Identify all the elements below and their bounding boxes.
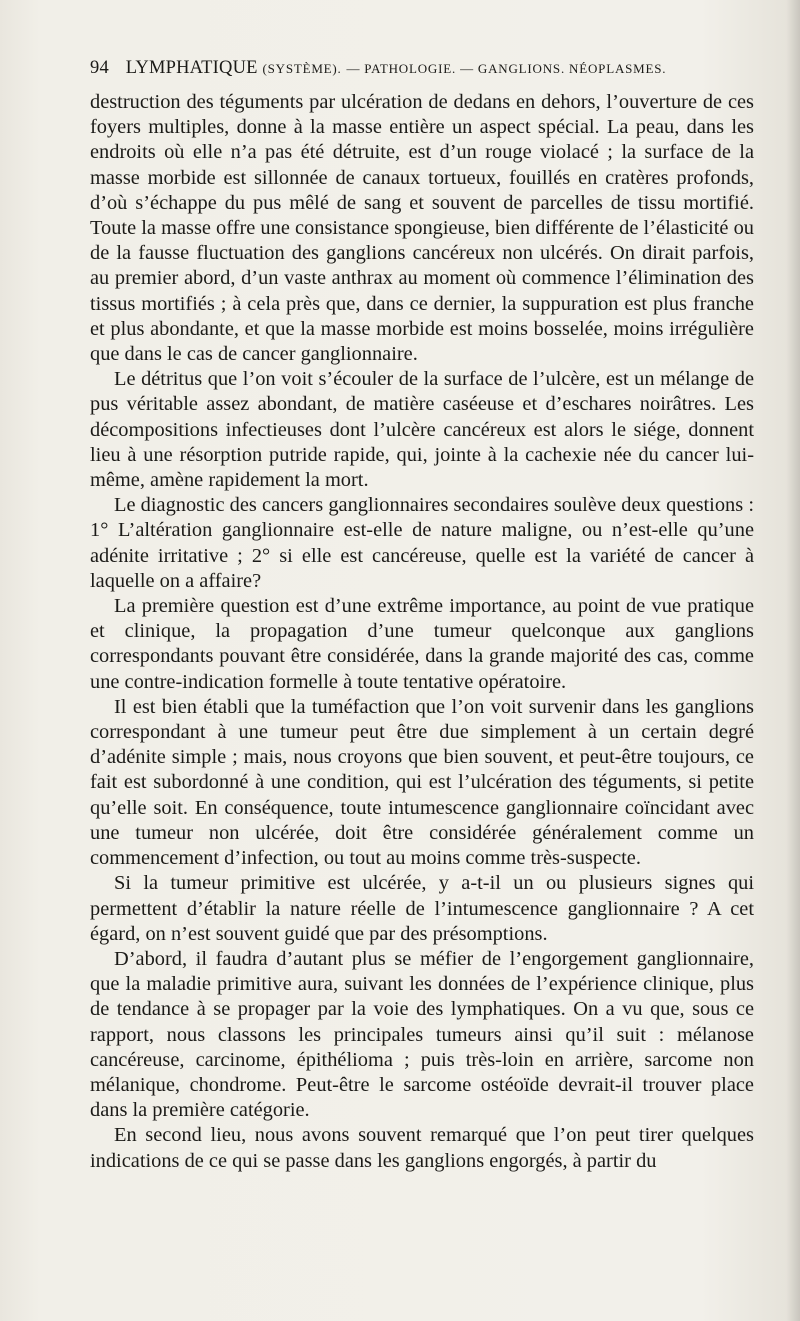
paragraph: Le diagnostic des cancers ganglionnaires secondaires soulève deux questions : 1° L’altération ganglionnaire est-elle de nature maligne, ou n’est-elle qu’une adénite irritative ; 2° si elle est cancéreuse, quelle est la variété de cancer à laquelle on a affaire? (90, 494, 754, 592)
paragraph: La première question est d’une extrême importance, au point de vue pratique et clinique, la propagation d’une tumeur quelconque aux ganglions correspondants pouvant être considérée, dans la grande majorité des cas, comme une contre-indication formelle à toute tentative opératoire. (90, 595, 754, 693)
page-number: 94 (90, 58, 109, 78)
paragraph: Il est bien établi que la tuméfaction que l’on voit survenir dans les ganglions correspondant à une tumeur peut être due simplement à un certain degré d’adénite simple ; mais, nous croyons que bien souvent, et peut-être toujours, ce fait est subordonné à une condition, qui est l’ulcération des téguments, si petite qu’elle soit. En conséquence, toute intumescence ganglionnaire coïncidant avec une tumeur non ulcérée, doit être considérée généralement comme un commencement d’infection, ou tout au moins comme très-suspecte. (90, 695, 754, 870)
header-section: — PATHOLOGIE. — GANGLIONS. NÉOPLASMES. (346, 61, 667, 76)
paragraph: D’abord, il faudra d’autant plus se méfier de l’engorgement ganglionnaire, que la maladie primitive aura, suivant les données de l’expérience clinique, plus de tendance à se propager par la voie des lymphatiques. On a vu que, sous ce rapport, nous classons les principales tumeurs ainsi qu’il suit : mélanose cancéreuse, carcinome, épithélioma ; puis très-loin en arrière, sarcome non mélanique, chondrome. Peut-être le sarcome ostéoïde devrait-il trouver place dans la première catégorie. (90, 947, 754, 1122)
running-header (90, 58, 760, 79)
paragraph: Si la tumeur primitive est ulcérée, y a-t-il un ou plusieurs signes qui permettent d’établir la nature réelle de l’intumescence ganglionnaire ? A cet égard, on n’est souvent guidé que par des présomptions. (90, 872, 754, 945)
header-subtitle: (SYSTÈME). (262, 61, 342, 76)
page-edge-shadow (786, 0, 800, 1321)
paragraph: Le détritus que l’on voit s’écouler de la surface de l’ulcère, est un mélange de pus véritable assez abondant, de matière caséeuse et d’eschares noirâtres. Les décompositions infectieuses dont l’ulcère cancéreux est alors le siége, donnent lieu à une résorption putride rapide, qui, jointe à la cachexie née du cancer lui-même, amène rapidement la mort. (90, 368, 754, 492)
body-text (90, 90, 754, 1174)
paragraph: En second lieu, nous avons souvent remarqué que l’on peut tirer quelques indications de ce qui se passe dans les ganglions engorgés, à partir du (90, 1124, 754, 1172)
header-title: LYMPHATIQUE (125, 58, 258, 78)
paragraph: destruction des téguments par ulcération de dedans en dehors, l’ouverture de ces foyers multiples, donne à la masse entière un aspect spécial. La peau, dans les endroits où elle n’a pas été détruite, est d’un rouge violacé ; la surface de la masse morbide est sillonnée de canaux tortueux, fouillés en cratères profonds, d’où s’échappe du pus mêlé de sang et souvent de parcelles de tissu mortifié. Toute la masse offre une consistance spongieuse, bien différente de l’élasticité ou de la fausse fluctuation des ganglions cancéreux non ulcérés. On dirait parfois, au premier abord, d’un vaste anthrax au moment où commence l’élimination des tissus mortifiés ; à cela près que, dans ce dernier, la suppuration est plus franche et plus abondante, et que la masse morbide est moins bosselée, moins irrégulière que dans le cas de cancer ganglionnaire. (90, 91, 754, 366)
